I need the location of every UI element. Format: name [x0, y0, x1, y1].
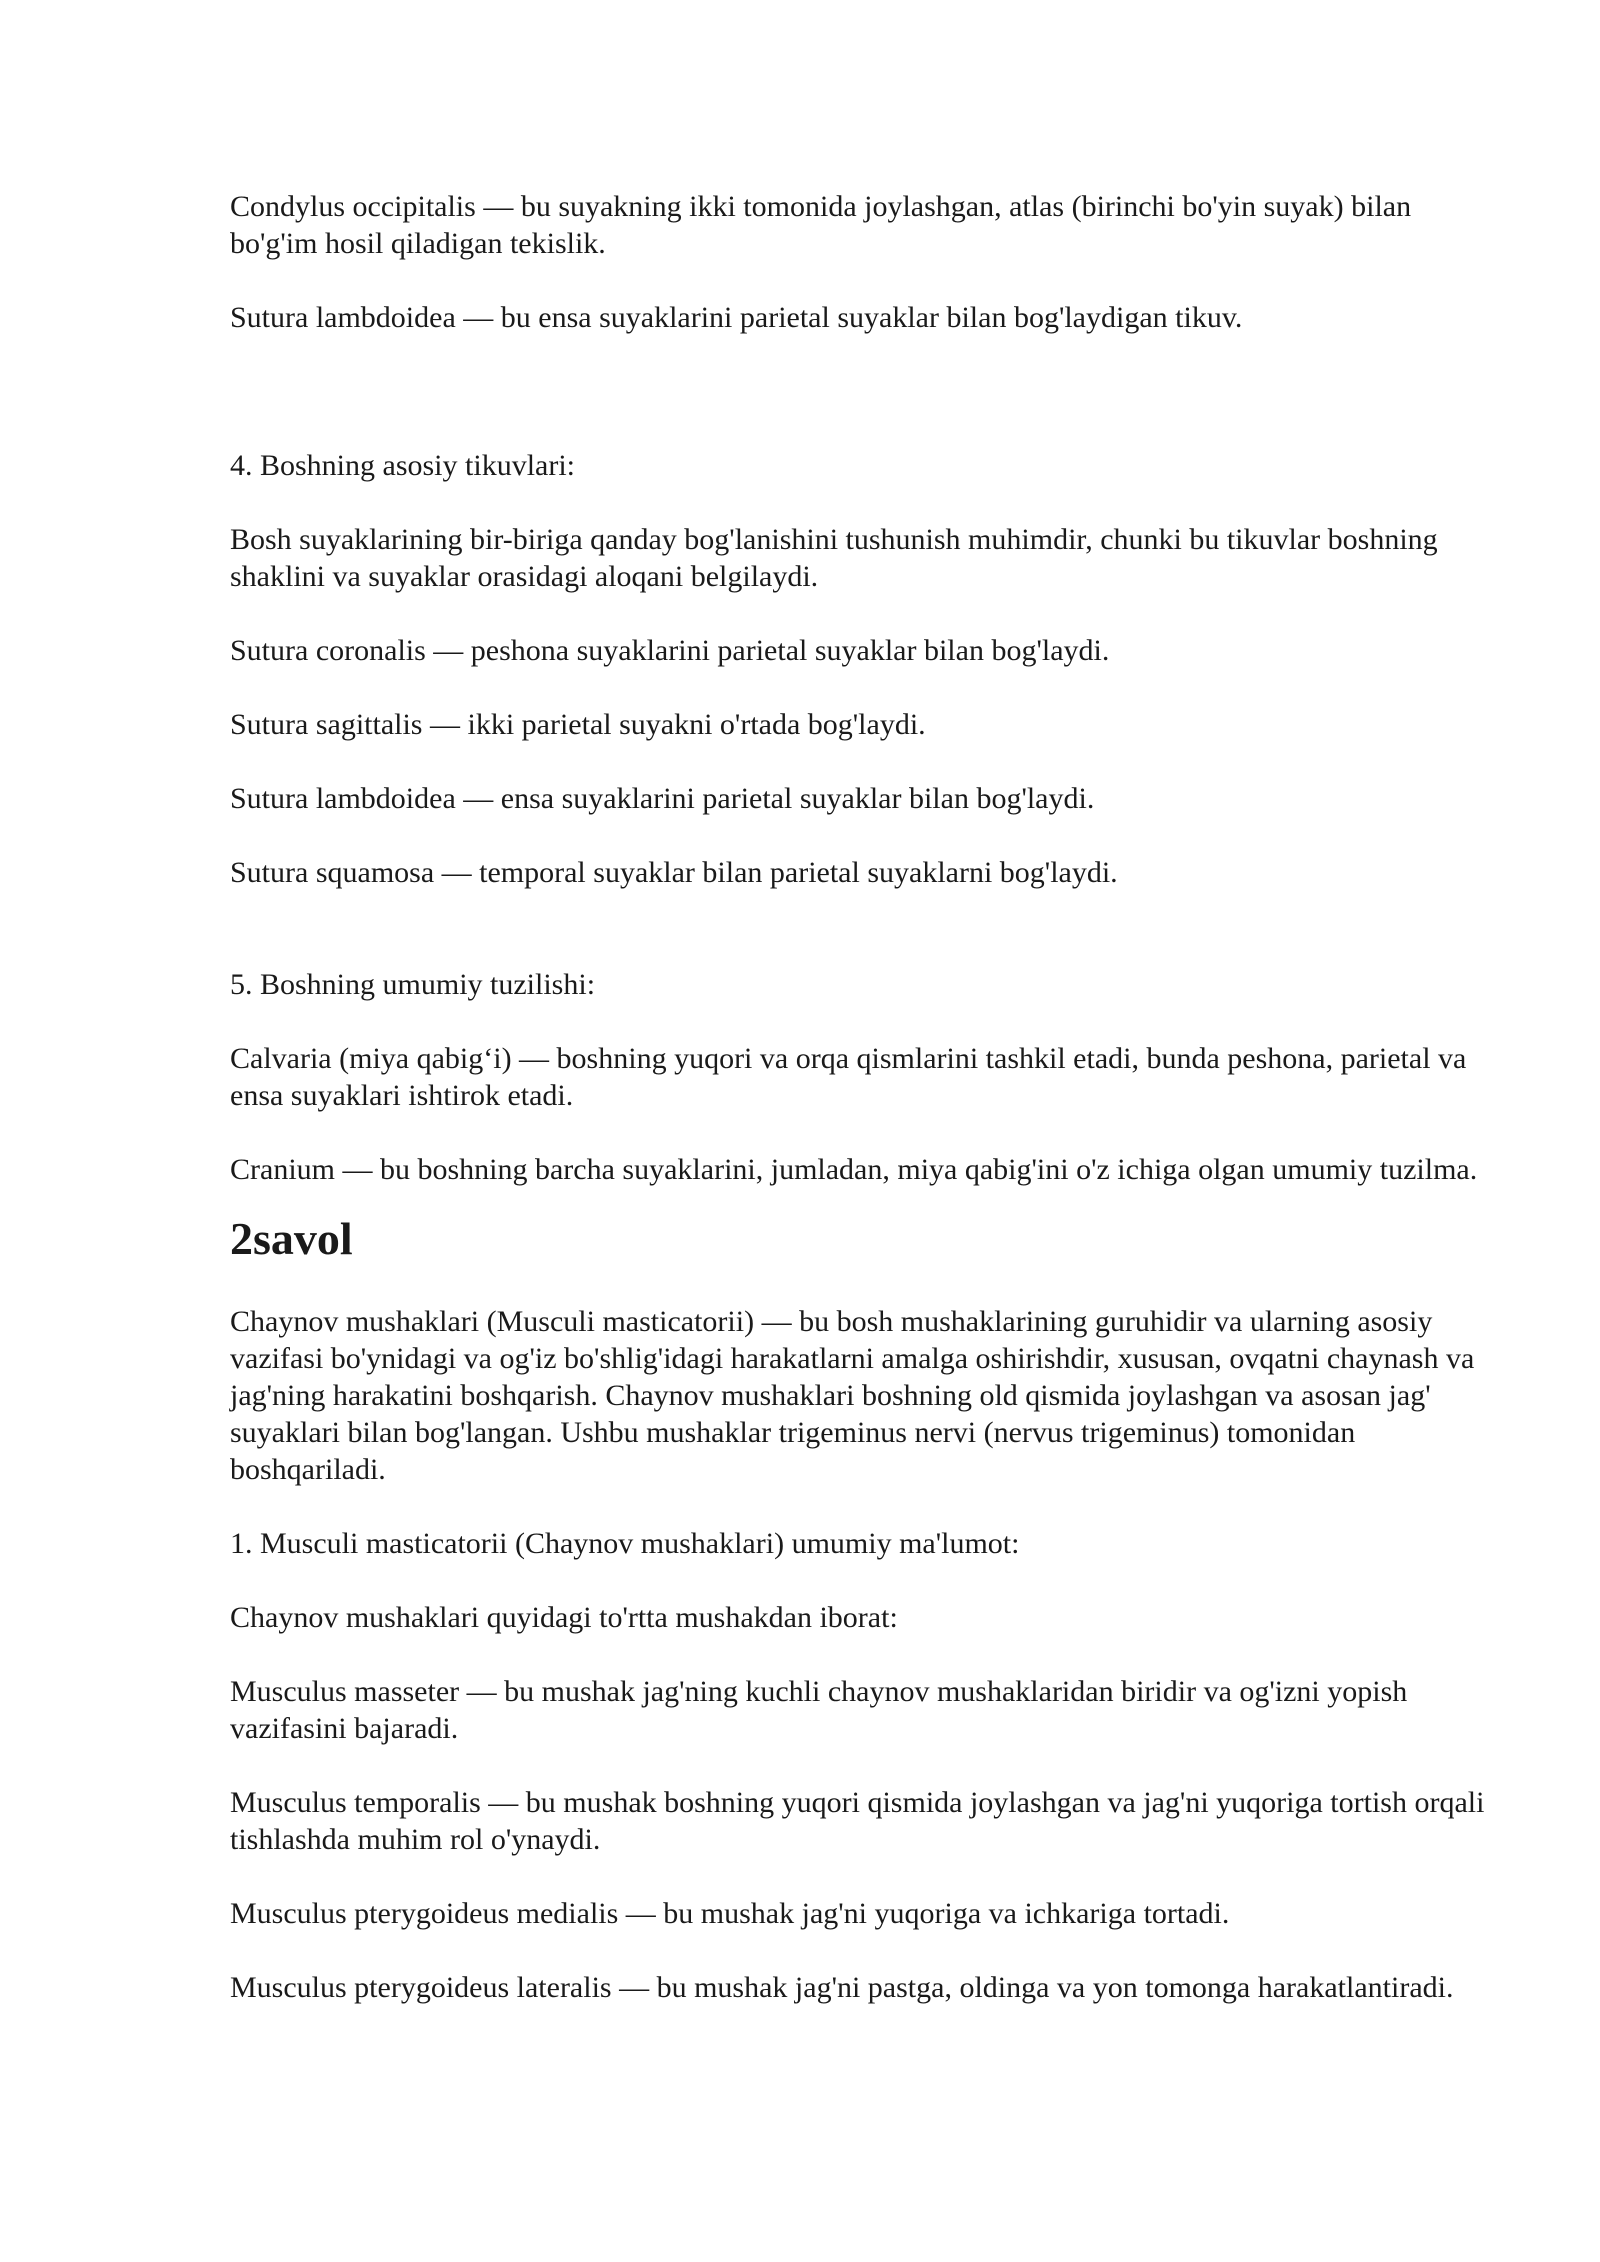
paragraph-condylus-occipitalis: Condylus occipitalis — bu suyakning ikki tomonida joylashgan, atlas (birinchi bo'yin suyak) bilan bo'g'im hosil qiladigan tekislik.	[230, 190, 1412, 260]
suture-item-sagittalis: Sutura sagittalis — ikki parietal suyakni o'rtada bog'laydi.	[230, 708, 926, 741]
section-4-title: 4. Boshning asosiy tikuvlari:	[230, 449, 575, 482]
document-body	[230, 188, 1490, 2043]
spacer	[230, 928, 1490, 966]
muscle-item-pterygoideus-medialis: Musculus pterygoideus medialis — bu mushak jag'ni yuqoriga va ichkariga tortadi.	[230, 1897, 1230, 1930]
suture-item-lambdoidea: Sutura lambdoidea — ensa suyaklarini parietal suyaklar bilan bog'laydi.	[230, 782, 1095, 815]
part2-section-1-intro: Chaynov mushaklari quyidagi to'rtta mushakdan iborat:	[230, 1601, 898, 1634]
paragraph-sutura-lambdoidea: Sutura lambdoidea — bu ensa suyaklarini parietal suyaklar bilan bog'laydigan tikuv.	[230, 301, 1243, 334]
calvaria-paragraph: Calvaria (miya qabig‘i) — boshning yuqori va orqa qismlarini tashkil etadi, bunda peshona, parietal va ensa suyaklari ishtirok etadi.	[230, 1042, 1467, 1112]
masticatory-intro-paragraph: Chaynov mushaklari (Musculi masticatorii) — bu bosh mushaklarining guruhidir va ularning asosiy vazifasi bo'ynidagi va og'iz bo'shlig'idagi harakatlarni amalga oshirishdir, xususan, ovqatni chaynash va jag'ning harakatini boshqarish. Chaynov mushaklari boshning old qismida joylashgan va asosan jag' suyaklari bilan bog'langan. Ushbu mushaklar trigeminus nervi (nervus trigeminus) tomonidan boshqariladi.	[230, 1305, 1475, 1486]
cranium-paragraph: Cranium — bu boshning barcha suyaklarini, jumladan, miya qabig'ini o'z ichiga olgan umumiy tuzilma.	[230, 1153, 1478, 1186]
suture-item-squamosa: Sutura squamosa — temporal suyaklar bilan parietal suyaklarni bog'laydi.	[230, 856, 1118, 889]
heading-2savol: 2savol	[230, 1213, 353, 1264]
muscle-item-temporalis: Musculus temporalis — bu mushak boshning yuqori qismida joylashgan va jag'ni yuqoriga tortish orqali tishlashda muhim rol o'ynaydi.	[230, 1786, 1485, 1856]
section-4-intro: Bosh suyaklarining bir-biriga qanday bog'lanishini tushunish muhimdir, chunki bu tikuvlar boshning shaklini va suyaklar orasidagi aloqani belgilaydi.	[230, 523, 1438, 593]
muscle-item-masseter: Musculus masseter — bu mushak jag'ning kuchli chaynov mushaklaridan biridir va og'izni yopish vazifasini bajaradi.	[230, 1675, 1408, 1745]
suture-item-coronalis: Sutura coronalis — peshona suyaklarini parietal suyaklar bilan bog'laydi.	[230, 634, 1110, 667]
muscle-item-pterygoideus-lateralis: Musculus pterygoideus lateralis — bu mushak jag'ni pastga, oldinga va yon tomonga harakatlantiradi.	[230, 1971, 1454, 2004]
section-5-title: 5. Boshning umumiy tuzilishi:	[230, 968, 596, 1001]
part2-section-1-title: 1. Musculi masticatorii (Chaynov mushaklari) umumiy ma'lumot:	[230, 1527, 1020, 1560]
spacer	[230, 373, 1490, 447]
